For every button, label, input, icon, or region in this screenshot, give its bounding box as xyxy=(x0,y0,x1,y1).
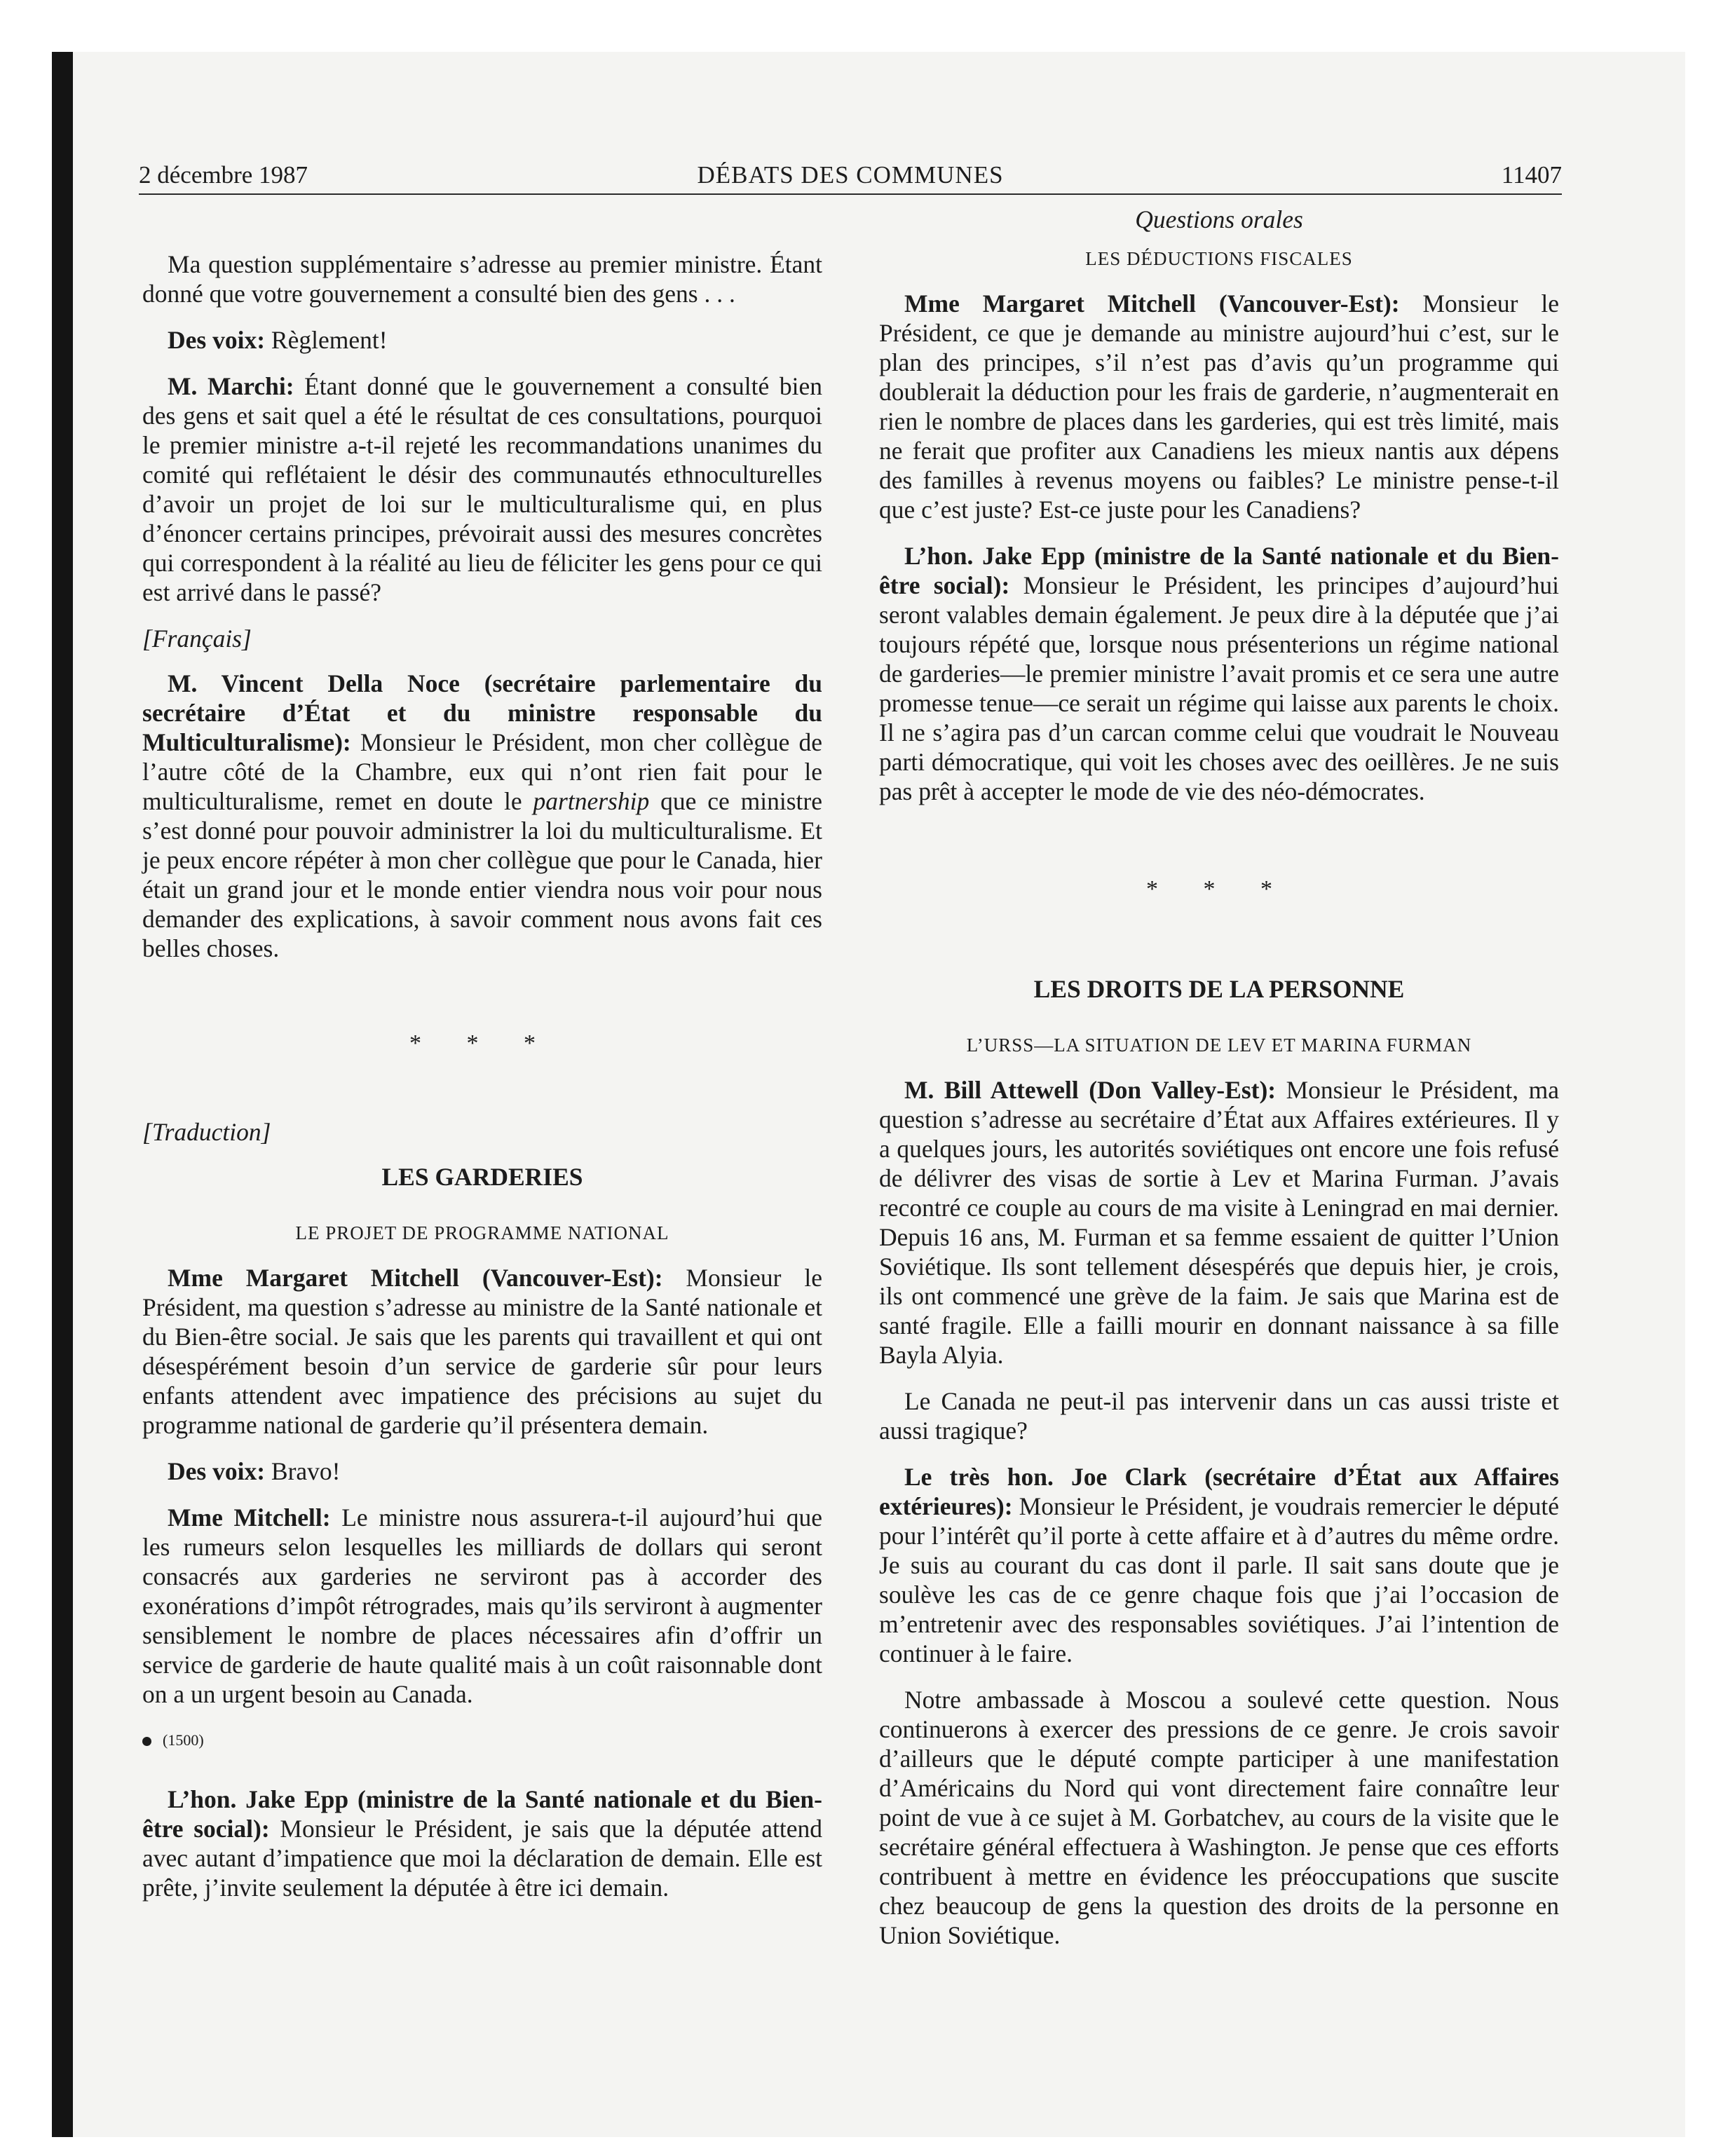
speaker: M. Bill Attewell (Don Valley-Est): xyxy=(904,1076,1277,1104)
paragraph xyxy=(879,541,1559,806)
speech: Monsieur le Président, les principes d’aujourd’hui seront valables demain également. Je peux dire à la députée que j’ai toujours répété que, lorsque nous présenterions un régime national de garderies—le premier ministre l’avait promis et ce sera une autre promesse tenue—ce serait un régime qui laisse aux parents le choix. Il ne s’agira pas d’un carcan comme celui que voudrait le Nouveau parti démocratique, qui voit les choses avec des oeillères. Je ne suis pas prêt à accepter le mode de vie des néo-démocrates. xyxy=(879,571,1559,805)
section-heading: LES DROITS DE LA PERSONNE xyxy=(1033,975,1405,1003)
paragraph xyxy=(879,1075,1559,1370)
speaker: L’hon. Jake Epp (ministre de la Santé nationale et du Bien-être social): xyxy=(142,1785,822,1843)
timestamp xyxy=(142,1726,822,1755)
paragraph xyxy=(879,289,1559,524)
speech: Bravo! xyxy=(265,1457,341,1485)
section-subheading: LE PROJET DE PROGRAMME NATIONAL xyxy=(295,1222,669,1243)
paragraph xyxy=(879,1462,1559,1668)
speaker: Mme Margaret Mitchell (Vancouver-Est): xyxy=(168,1264,663,1292)
speaker: Des voix: xyxy=(168,1457,266,1485)
speech: Monsieur le Président, ma question s’adresse au secrétaire d’État aux Affaires extérieures. Il y a quelques jours, les autorités soviétiques ont encore une fois refusé de délivrer des visas de sortie à Lev et Marina Furman. J’avais recontré ce couple au cours de ma visite à Leningrad en mai dernier. Depuis 16 ans, M. Furman et sa femme essaient de quitter l’Union Soviétique. Ils sont tellement désespérés que depuis hier, je crois, ils ont commencé une grève de la faim. Je sais que Marina est de santé fragile. Elle a failli mourir en donnant naissance à sa fille Bayla Alyia. xyxy=(879,1076,1559,1369)
binding-edge xyxy=(52,52,73,2137)
speaker: Le très hon. Joe Clark (secrétaire d’État aux Affaires extérieures): xyxy=(879,1463,1559,1520)
speaker: M. Vincent Della Noce (secrétaire parlementaire du secrétaire d’État et du ministre responsable du Multiculturalisme): xyxy=(142,669,822,756)
paragraph xyxy=(142,669,822,963)
speaker: L’hon. Jake Epp (ministre de la Santé nationale et du Bien-être social): xyxy=(879,542,1559,599)
speech: que ce ministre s’est donné pour pouvoir administrer la loi du multiculturalisme. Et je peux encore répéter à mon cher collègue que pour le Canada, hier était un grand jour et le monde entier viendra nous voir pour nous demander des explications, à savoir comment nous avons fait ces belles choses. xyxy=(142,787,822,962)
speech: Monsieur le Président, je sais que la députée attend avec autant d’impatience que moi la déclaration de demain. Elle est prête, j’invite seulement la députée à être ici demain. xyxy=(142,1815,822,1902)
paragraph xyxy=(142,1263,822,1440)
paragraph xyxy=(142,1503,822,1709)
section-heading: LES GARDERIES xyxy=(381,1163,583,1191)
header-title: DÉBATS DES COMMUNES xyxy=(697,161,1004,189)
paragraph: Le Canada ne peut-il pas intervenir dans un cas aussi triste et aussi tragique? xyxy=(879,1387,1559,1445)
speech: Le ministre nous assurera-t-il aujourd’hui que les rumeurs selon lesquelles les milliards de dollars qui seront consacrés aux garderies ne serviront pas à accorder des exonérations d’impôt rétrogrades, mais qu’ils serviront à augmenter sensiblement le nombre de places nécessaires afin d’offrir un service de garderie de haute qualité mais à un coût raisonnable dont on a un urgent besoin au Canada. xyxy=(142,1503,822,1708)
right-column xyxy=(879,205,1559,1967)
language-tag: [Français] xyxy=(142,625,252,653)
section-subheading: L’URSS—LA SITUATION DE LEV ET MARINA FURMAN xyxy=(966,1035,1472,1056)
speaker: Des voix: xyxy=(168,326,266,354)
speaker: Mme Margaret Mitchell (Vancouver-Est): xyxy=(904,289,1400,318)
paragraph xyxy=(142,325,822,355)
speech: Monsieur le Président, ce que je demande au ministre aujourd’hui c’est, sur le plan des principes, s’il n’est pas d’avis qu’un programme qui doublerait la déduction pour les frais de garderie, n’augmenterait en rien le nombre de places dans les garderies, qui est très limité, mais ne ferait que profiter aux Canadiens les mieux nantis aux dépens des familles à revenus moyens ou faibles? Le ministre pense-t-il que c’est juste? Est-ce juste pour les Canadiens? xyxy=(879,289,1559,524)
header-page-number: 11407 xyxy=(1501,161,1562,189)
speech: Règlement! xyxy=(265,326,388,354)
section-separator: * * * xyxy=(409,1030,555,1056)
page-header xyxy=(139,157,1562,195)
paragraph xyxy=(142,1456,822,1486)
paragraph xyxy=(142,1785,822,1902)
section-subheading: LES DÉDUCTIONS FISCALES xyxy=(1085,248,1353,269)
speaker: M. Marchi: xyxy=(168,372,294,400)
header-date: 2 décembre 1987 xyxy=(139,161,308,189)
section-title: Questions orales xyxy=(1135,205,1303,233)
translation-tag: [Traduction] xyxy=(142,1118,271,1146)
left-column xyxy=(142,205,822,1919)
speech: Monsieur le Président, je voudrais remercier le député pour l’intérêt qu’il porte à cette affaire et à d’autres du même ordre. Je suis au courant du cas dont il parle. Il sait sans doute que je soulève les cas de ce genre chaque fois que j’ai l’occasion de m’entretenir avec des responsables soviétiques. J’ai l’intention de continuer à le faire. xyxy=(879,1492,1559,1667)
timestamp-text: (1500) xyxy=(163,1731,204,1749)
paragraph xyxy=(142,371,822,607)
paragraph: Notre ambassade à Moscou a soulevé cette question. Nous continuerons à exercer des pressions de ce genre. Je crois savoir d’ailleurs que le député compte participer à une manifestation d’Américains du Nord qui vont directement faire connaître leur point de vue à ce sujet à M. Gorbatchev, au cours de la visite que le secrétaire général effectuera à Washington. Je pense que ces efforts contribuent à mettre en évidence les préoccupations que suscite chez beaucoup de gens la question des droits de la personne en Union Soviétique. xyxy=(879,1686,1559,1949)
speech: Monsieur le Président, mon cher collègue de l’autre côté de la Chambre, eux qui n’ont rien fait pour le multiculturalisme, remet en doute le xyxy=(142,728,822,815)
section-separator: * * * xyxy=(1146,876,1292,902)
speech: Étant donné que le gouvernement a consulté bien des gens et sait quel a été le résultat de ces consultations, pourquoi le premier ministre a-t-il rejeté les recommandations unanimes du comité qui reflétaient le désir des communautés ethnoculturelles d’avoir un projet de loi sur le multiculturalisme qui, en plus d’énoncer certains principes, prévoirait aussi des mesures concrètes qui correspondent à la réalité au lieu de féliciter les gens pour ce qui est arrivé dans le passé? xyxy=(142,372,822,606)
paragraph: Ma question supplémentaire s’adresse au premier ministre. Étant donné que votre gouvernement a consulté bien des gens . . . xyxy=(142,250,822,308)
speech: Monsieur le Président, ma question s’adresse au ministre de la Santé nationale et du Bien-être social. Je sais que les parents qui travaillent et qui ont désespérément besoin d’un service de garderie sûr pour leurs enfants attendent avec impatience des précisions au sujet du programme national de garderie qu’il présentera demain. xyxy=(142,1264,822,1439)
bullet-icon xyxy=(142,1737,151,1746)
speaker: Mme Mitchell: xyxy=(168,1503,331,1531)
speech-italic: partnership xyxy=(533,787,650,815)
